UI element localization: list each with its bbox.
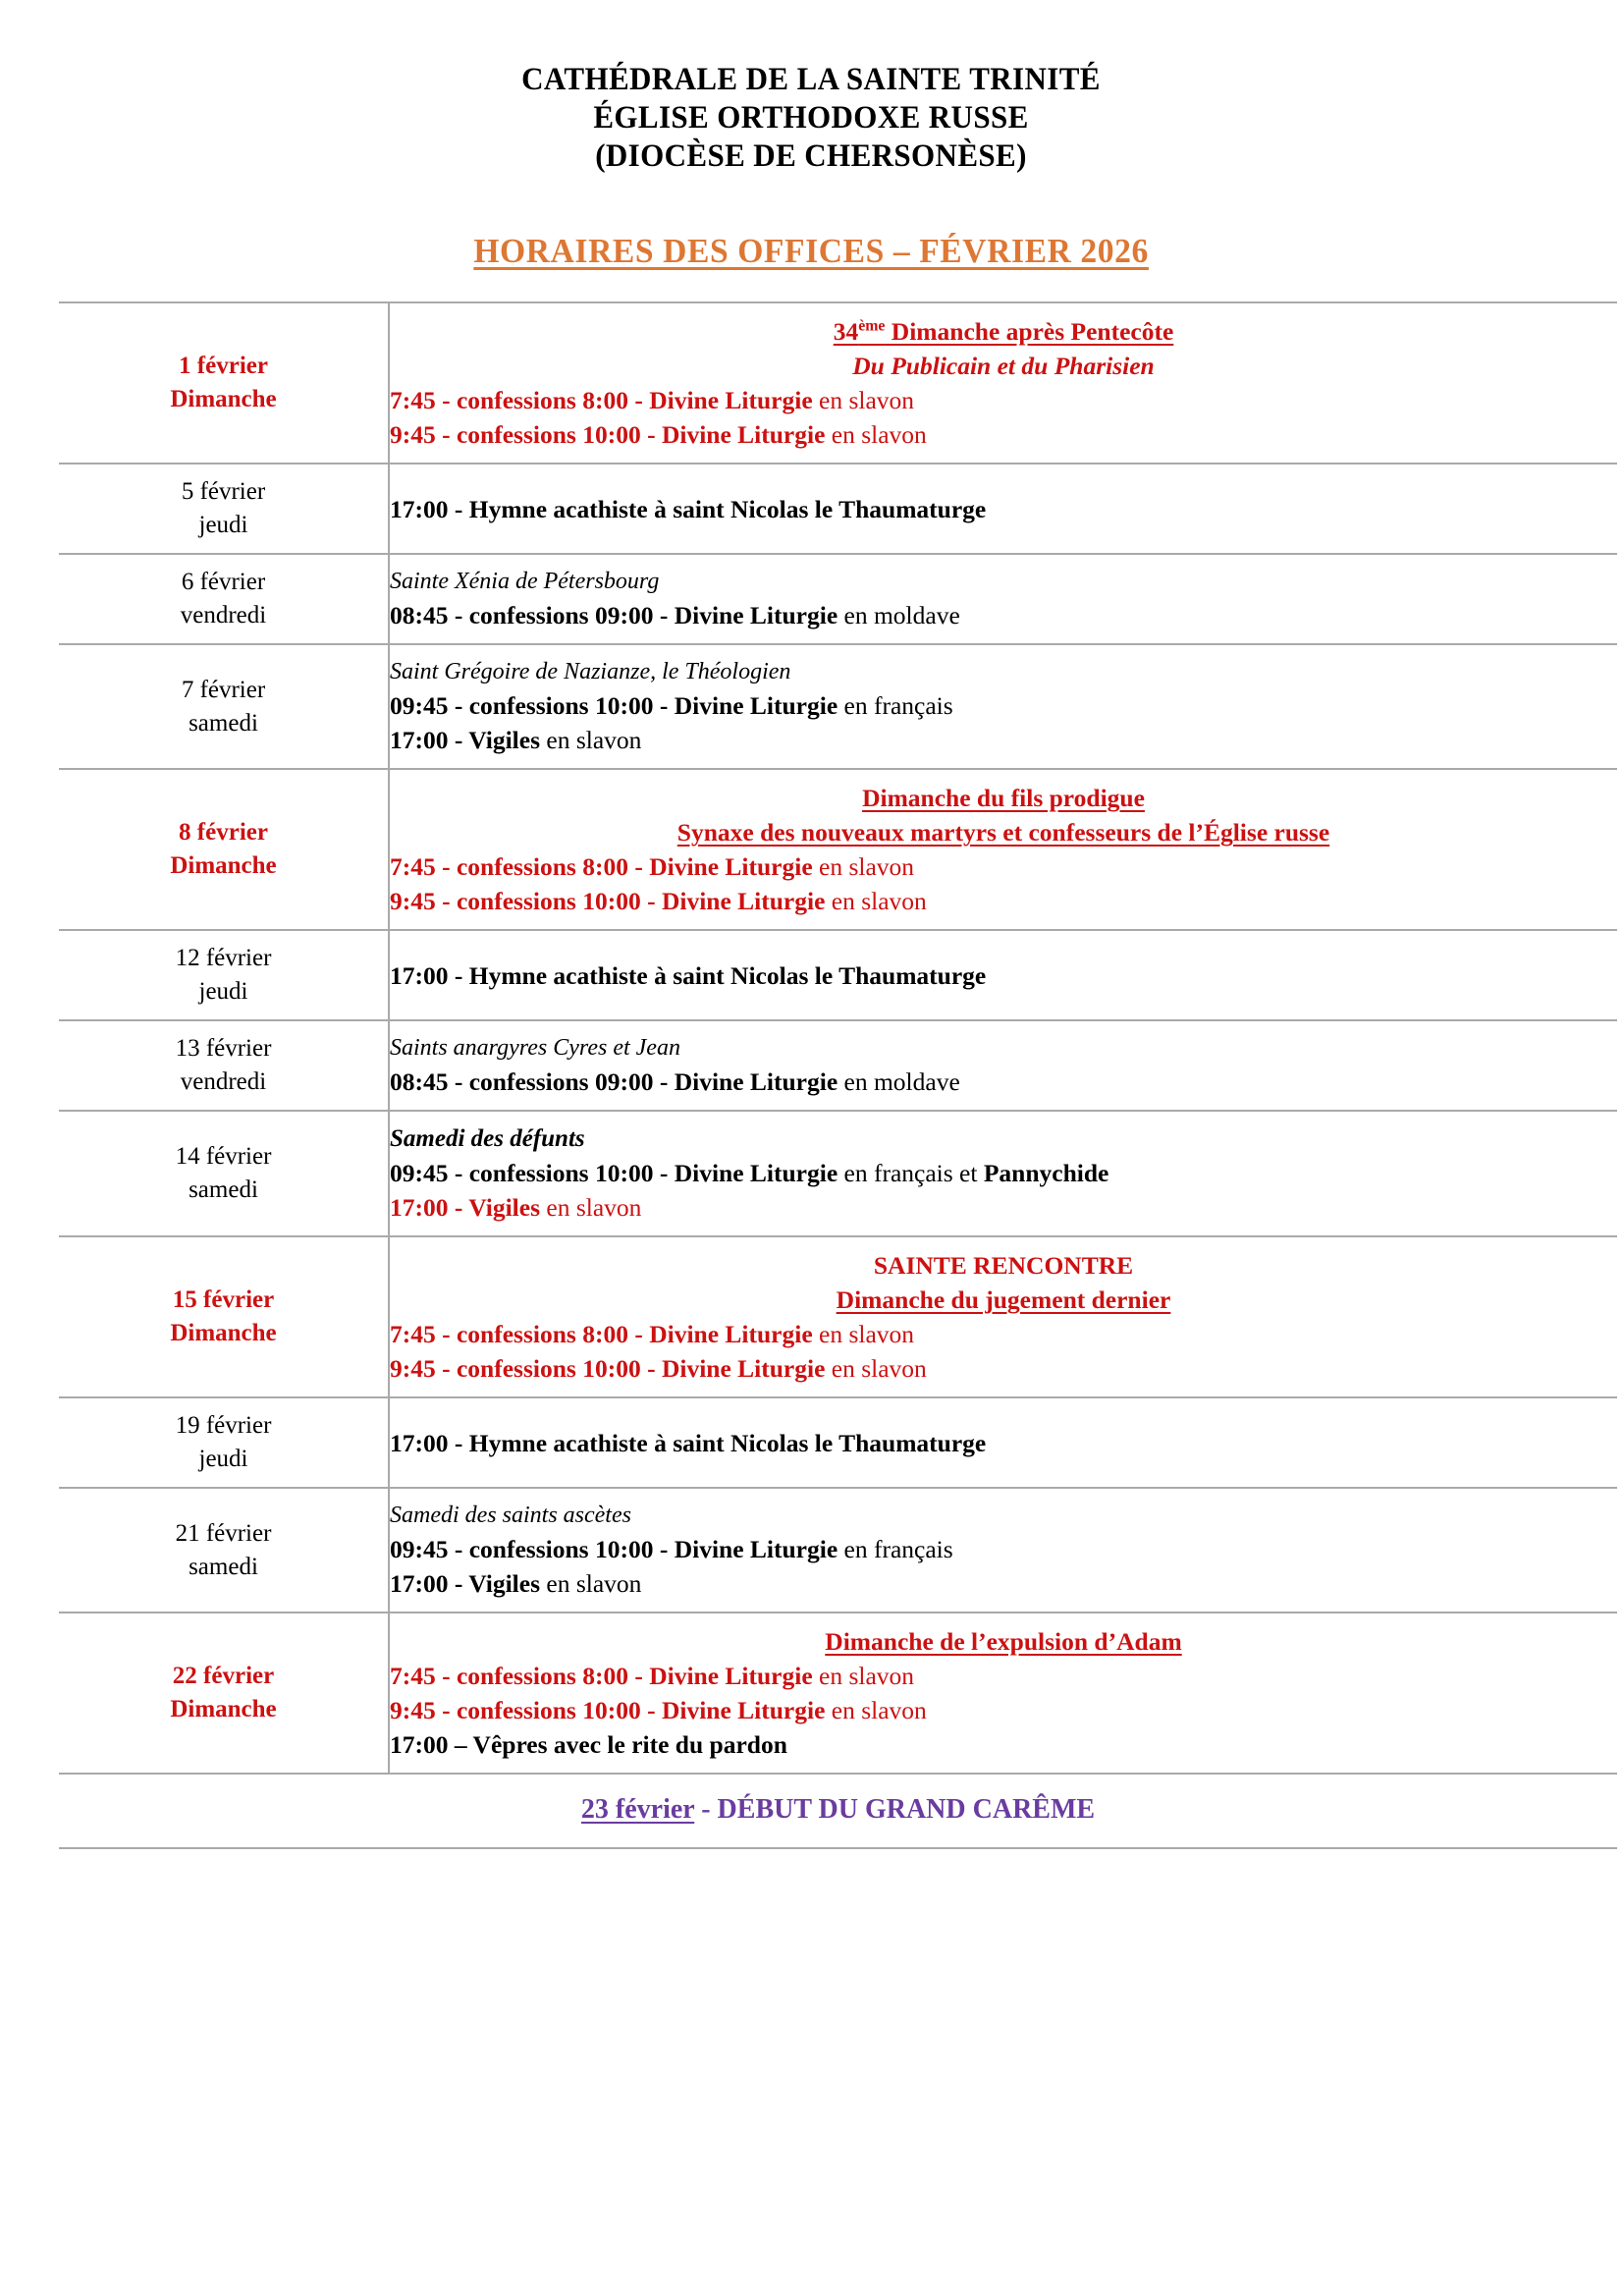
schedule-row [59, 644, 1617, 769]
date-day: 8 février [179, 819, 268, 846]
schedule-row [59, 464, 1617, 554]
date-cell [59, 554, 389, 644]
service-language: en slavon [825, 420, 927, 449]
feast-title [390, 1624, 1617, 1659]
service-time-name: 17:00 - Vigiles [390, 1569, 540, 1598]
service-time-name: 9:45 - confessions 10:00 - Divine Liturgie [390, 1354, 826, 1383]
lent-announcement [59, 1792, 1617, 1828]
date-cell [59, 769, 389, 930]
service-language: en français [838, 691, 953, 720]
service-line [390, 1156, 1617, 1190]
service-time-name: 17:00 - Hymne acathiste à saint Nicolas le Thaumaturge [390, 960, 987, 990]
date-weekday: Dimanche [170, 386, 277, 412]
saint-commemoration: Saints anargyres Cyres et Jean [390, 1035, 680, 1061]
header-line-1: CATHÉDRALE DE LA SAINTE TRINITÉ [521, 62, 1101, 97]
lent-label: - DÉBUT DU GRAND CARÊME [694, 1794, 1096, 1825]
feast-title [390, 1283, 1617, 1317]
service-line [390, 1065, 1617, 1099]
page-subtitle: HORAIRES DES OFFICES – FÉVRIER 2026 [473, 232, 1149, 270]
ordinal-suffix: ème [858, 317, 886, 335]
schedule-row [59, 1236, 1617, 1397]
feast-subtitle: Du Publicain et du Pharisien [852, 352, 1155, 380]
schedule-row [59, 302, 1617, 464]
date-day: 13 février [175, 1035, 272, 1062]
service-line [390, 723, 1617, 757]
date-cell [59, 644, 389, 769]
service-language: en slavon [825, 1354, 927, 1383]
feast-title-text: Dimanche du fils prodigue [862, 784, 1145, 812]
saint-commemoration: Samedi des saints ascètes [390, 1503, 631, 1528]
service-line [390, 492, 1617, 526]
date-day: 19 février [175, 1412, 272, 1439]
service-line [390, 417, 1617, 452]
saint-commemoration: Saint Grégoire de Nazianze, le Théologien [390, 659, 791, 684]
events-cell [389, 1236, 1617, 1397]
service-time-name: 17:00 - Vigiles [390, 1193, 540, 1222]
service-language: en slavon [812, 1662, 915, 1690]
date-weekday: jeudi [198, 512, 248, 538]
service-language: en français [838, 1535, 953, 1563]
schedule-row [59, 554, 1617, 644]
events-cell [389, 1488, 1617, 1613]
events-cell [389, 644, 1617, 769]
date-weekday: Dimanche [170, 1320, 277, 1346]
events-cell [389, 1613, 1617, 1774]
schedule-row [59, 1488, 1617, 1613]
service-line [390, 688, 1617, 723]
service-time-name: 17:00 - Hymne acathiste à saint Nicolas le Thaumaturge [390, 494, 987, 523]
feast-title-text: Synaxe des nouveaux martyrs et confesseurs de l’Église russe [676, 818, 1330, 847]
date-weekday: samedi [189, 1176, 258, 1203]
date-cell [59, 1020, 389, 1111]
service-line [390, 1659, 1617, 1693]
header-line-2: ÉGLISE ORTHODOXE RUSSE [593, 100, 1029, 136]
date-weekday: vendredi [180, 602, 267, 629]
service-line [390, 1693, 1617, 1727]
footer-row [59, 1774, 1617, 1848]
date-day: 15 février [172, 1286, 275, 1313]
schedule-row [59, 1111, 1617, 1236]
service-time-name: 09:45 - confessions 10:00 - Divine Liturgie [390, 1159, 838, 1187]
schedule-row [59, 1613, 1617, 1774]
date-cell [59, 302, 389, 464]
service-line [390, 849, 1617, 884]
events-cell [389, 464, 1617, 554]
service-language: en slavon [825, 1696, 927, 1724]
schedule-table-body [59, 302, 1617, 1848]
date-day: 14 février [175, 1143, 272, 1170]
date-day: 1 février [179, 353, 268, 379]
service-time-name: 9:45 - confessions 10:00 - Divine Liturgie [390, 1696, 826, 1724]
events-cell [389, 302, 1617, 464]
service-language: en moldave [838, 601, 960, 629]
service-language: en slavon [812, 852, 915, 881]
events-cell [389, 930, 1617, 1020]
date-day: 12 février [175, 945, 272, 971]
date-day: 6 février [181, 569, 266, 595]
date-cell [59, 930, 389, 1020]
feast-title [390, 815, 1617, 849]
service-time-name: 9:45 - confessions 10:00 - Divine Liturgie [390, 420, 826, 449]
date-cell [59, 464, 389, 554]
date-day: 5 février [181, 478, 266, 505]
date-weekday: jeudi [198, 978, 248, 1005]
service-language: en français et [838, 1159, 984, 1187]
events-cell [389, 1111, 1617, 1236]
date-cell [59, 1488, 389, 1613]
service-language: en slavon [825, 887, 927, 915]
service-time-name: 09:45 - confessions 10:00 - Divine Liturgie [390, 1535, 838, 1563]
service-extra: Pannychide [983, 1159, 1109, 1187]
date-day: 22 février [172, 1663, 275, 1689]
feast-title [390, 781, 1617, 815]
date-weekday: vendredi [180, 1068, 267, 1095]
date-cell [59, 1613, 389, 1774]
service-time-name: 08:45 - confessions 09:00 - Divine Liturgie [390, 1067, 838, 1096]
saint-commemoration: Sainte Xénia de Pétersbourg [390, 569, 660, 594]
service-line [390, 1727, 1617, 1762]
service-language: en moldave [838, 1067, 960, 1096]
feast-title-text: Dimanche de l’expulsion d’Adam [825, 1627, 1182, 1656]
service-line [390, 958, 1617, 993]
feast-heading: SAINTE RENCONTRE [873, 1251, 1134, 1280]
service-line [390, 1426, 1617, 1460]
schedule-table [59, 301, 1617, 1849]
service-line [390, 1351, 1617, 1386]
service-line [390, 1190, 1617, 1225]
footer-cell [59, 1774, 1617, 1848]
service-time-name: 17:00 - Hymne acathiste à saint Nicolas le Thaumaturge [390, 1428, 987, 1457]
service-time-name: 08:45 - confessions 09:00 - Divine Liturgie [390, 601, 838, 629]
date-day: 21 février [175, 1519, 272, 1547]
date-cell [59, 1111, 389, 1236]
service-language: en slavon [812, 1320, 915, 1348]
document-header [0, 0, 1622, 176]
service-line [390, 884, 1617, 918]
date-cell [59, 1236, 389, 1397]
feast-title-text: 34ème Dimanche après Pentecôte [833, 317, 1174, 346]
service-time-name: 7:45 - confessions 8:00 - Divine Liturgie [390, 1662, 813, 1690]
events-cell [389, 1397, 1617, 1488]
date-weekday: Dimanche [170, 852, 277, 879]
service-language: en slavon [540, 1569, 642, 1598]
feast-title-text: Dimanche du jugement dernier [836, 1285, 1171, 1314]
date-weekday: samedi [189, 1553, 258, 1580]
service-language: en slavon [540, 1193, 642, 1222]
service-language: en slavon [540, 726, 642, 754]
schedule-row [59, 769, 1617, 930]
service-line [390, 1566, 1617, 1601]
service-time-name: 17:00 – Vêpres avec le rite du pardon [390, 1730, 787, 1759]
date-day: 7 février [181, 676, 266, 703]
service-time-name: 7:45 - confessions 8:00 - Divine Liturgie [390, 1320, 813, 1348]
saint-commemoration: Samedi des défunts [390, 1125, 585, 1152]
date-weekday: jeudi [198, 1446, 248, 1472]
schedule-row [59, 1020, 1617, 1111]
service-language: en slavon [812, 386, 915, 414]
events-cell [389, 554, 1617, 644]
date-weekday: Dimanche [170, 1696, 277, 1722]
date-weekday: samedi [189, 709, 258, 737]
events-cell [389, 769, 1617, 930]
service-time-name: 09:45 - confessions 10:00 - Divine Liturgie [390, 691, 838, 720]
service-line [390, 598, 1617, 632]
date-cell [59, 1397, 389, 1488]
service-line [390, 1317, 1617, 1351]
service-time-name: 7:45 - confessions 8:00 - Divine Liturgie [390, 852, 813, 881]
lent-start-date: 23 février [580, 1794, 695, 1825]
service-line [390, 1532, 1617, 1566]
service-line [390, 383, 1617, 417]
service-time-name: 9:45 - confessions 10:00 - Divine Liturgie [390, 887, 826, 915]
service-time-name: 17:00 - Vigiles [390, 726, 540, 754]
service-time-name: 7:45 - confessions 8:00 - Divine Liturgie [390, 386, 813, 414]
schedule-row [59, 930, 1617, 1020]
events-cell [389, 1020, 1617, 1111]
feast-title [390, 314, 1617, 349]
subtitle-container [0, 231, 1622, 272]
schedule-row [59, 1397, 1617, 1488]
header-line-3: (DIOCÈSE DE CHERSONÈSE) [595, 138, 1027, 174]
